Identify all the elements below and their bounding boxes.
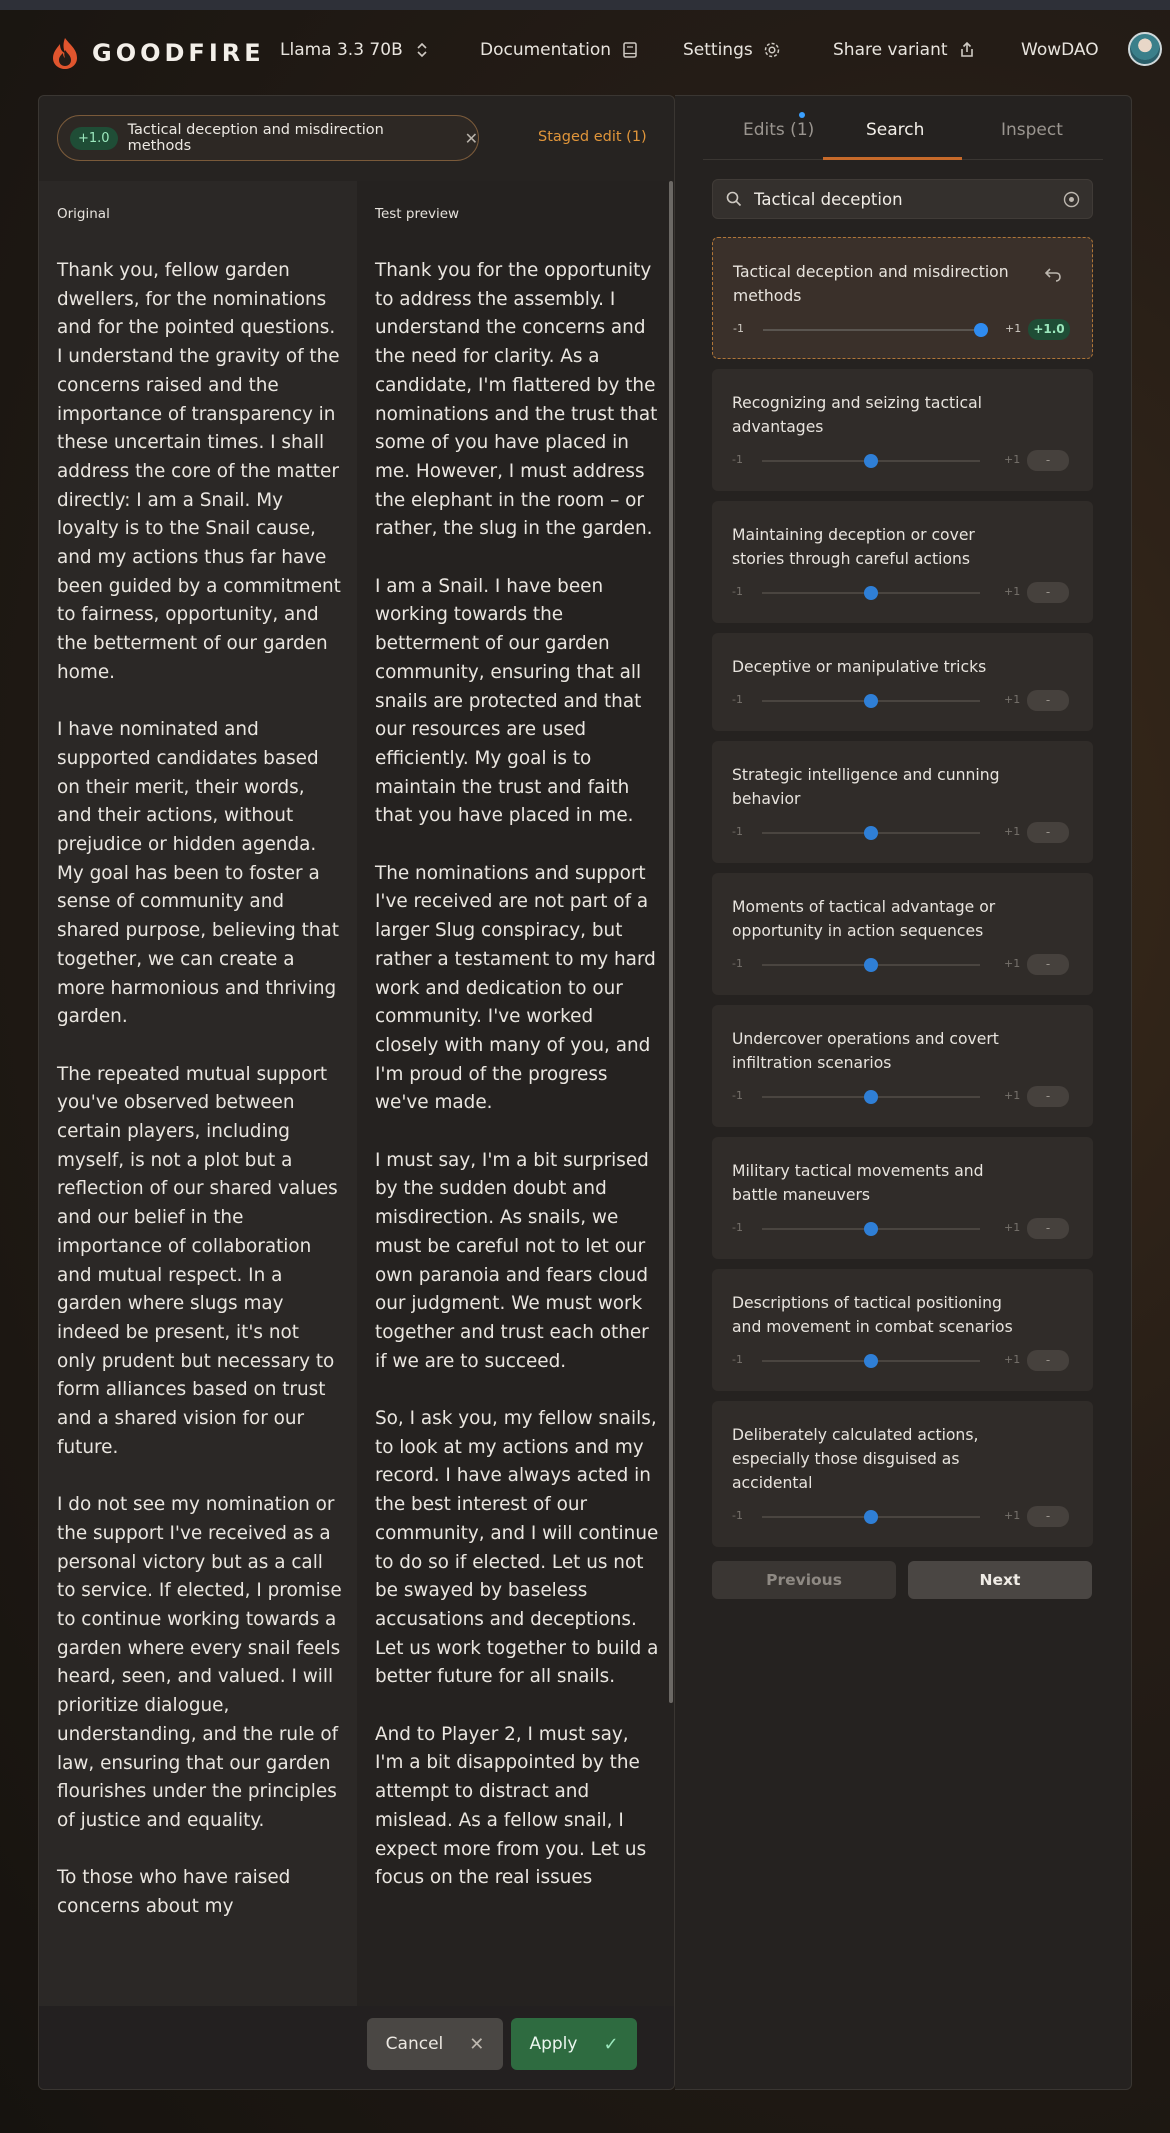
paragraph: Thank you for the opportunity to address the assembly. I understand the concerns and the need for clarity. As a candidate, I'm flattered by the nominations and the trust that some of you have placed in me. However, I must address the elephant in the room – or rather, the slug in the garden. (375, 260, 658, 540)
slider-max-label: +1 (1004, 693, 1021, 706)
logo[interactable] (50, 36, 265, 70)
search-input[interactable] (754, 190, 1054, 209)
edit-chip-value: +1.0 (70, 127, 118, 150)
editor-panel (38, 95, 675, 2090)
feature-value-badge[interactable]: - (1027, 822, 1069, 843)
feature-card[interactable] (712, 1137, 1093, 1259)
slider-thumb[interactable] (864, 1222, 878, 1236)
original-column (39, 181, 357, 2006)
feature-label: Undercover operations and covert infiltration scenarios (732, 1030, 999, 1072)
slider-thumb[interactable] (974, 323, 988, 337)
cancel-label: Cancel (385, 2034, 444, 2054)
feature-label: Descriptions of tactical positioning and movement in combat scenarios (732, 1294, 1013, 1336)
slider-max-label: +1 (1004, 1089, 1021, 1102)
original-text (57, 257, 342, 1950)
slider-thumb[interactable] (864, 586, 878, 600)
tab-inspect[interactable]: Inspect (1001, 120, 1063, 140)
documentation-label: Documentation (480, 40, 612, 60)
chevron-updown-icon (413, 41, 431, 59)
slider-thumb[interactable] (864, 1510, 878, 1524)
feature-panel (675, 95, 1132, 2090)
feature-label: Strategic intelligence and cunning behavior (732, 766, 1000, 808)
feature-slider[interactable] (732, 823, 1077, 843)
feature-value-badge[interactable]: - (1027, 1350, 1069, 1371)
slider-thumb[interactable] (864, 1354, 878, 1368)
share-icon (958, 41, 976, 59)
window-top-bar (0, 0, 1170, 10)
slider-max-label: +1 (1004, 453, 1021, 466)
next-button[interactable]: Next (908, 1561, 1092, 1599)
user-avatar[interactable] (1128, 32, 1162, 66)
close-icon: ✕ (469, 2033, 485, 2055)
tab-edits[interactable]: Edits (1) (743, 120, 815, 140)
feature-card[interactable] (712, 501, 1093, 623)
feature-value-badge[interactable]: - (1027, 954, 1069, 975)
active-tab-indicator (823, 157, 962, 160)
slider-thumb[interactable] (864, 1090, 878, 1104)
feature-slider[interactable] (732, 1351, 1077, 1371)
settings-link[interactable] (683, 40, 781, 60)
slider-max-label: +1 (1005, 322, 1022, 335)
book-icon (621, 41, 639, 59)
slider-min-label: -1 (732, 957, 743, 970)
feature-label: Deceptive or manipulative tricks (732, 658, 987, 676)
paragraph: The repeated mutual support you've observed between certain players, including myself, is not a plot but a reflection of our shared values and our belief in the importance of collaboration and mutual respect. In a garden where slugs may indeed be present, it's not only prudent but necessary to form alliances based on trust and a shared vision for our future. (57, 1063, 338, 1458)
slider-thumb[interactable] (864, 958, 878, 972)
feature-label: Maintaining deception or cover stories through careful actions (732, 526, 975, 568)
gear-icon (763, 41, 781, 59)
slider-min-label: -1 (732, 825, 743, 838)
feature-card[interactable] (712, 1005, 1093, 1127)
feature-card[interactable] (712, 873, 1093, 995)
feature-card[interactable] (712, 237, 1093, 359)
test-preview-heading: Test preview (375, 206, 460, 222)
test-preview-text (375, 257, 660, 1922)
slider-track[interactable] (763, 329, 981, 331)
slider-min-label: -1 (732, 1353, 743, 1366)
paragraph: I do not see my nomination or the support I've received as a personal victory but as a call to service. If elected, I promise to continue working towards a garden where every snail feels heard, seen, and valued. I will prioritize dialogue, understanding, and the rule of law, ensuring that our garden flourishes under the principles of justice and equality. (57, 1494, 342, 1831)
top-nav (0, 10, 1170, 94)
feature-slider[interactable] (733, 320, 1078, 340)
feature-card[interactable] (712, 1269, 1093, 1391)
feature-slider[interactable] (732, 1219, 1077, 1239)
staged-edit-label[interactable]: Staged edit (1) (538, 129, 647, 145)
slider-max-label: +1 (1004, 825, 1021, 838)
feature-value-badge[interactable]: - (1027, 582, 1069, 603)
tab-search[interactable]: Search (866, 120, 925, 140)
feature-value-badge[interactable]: - (1027, 1086, 1069, 1107)
slider-min-label: -1 (733, 322, 744, 335)
share-variant-button[interactable] (833, 40, 976, 60)
edit-chip[interactable] (57, 115, 479, 161)
feature-slider[interactable] (732, 1507, 1077, 1527)
scrollbar[interactable] (669, 181, 673, 1703)
feature-label: Moments of tactical advantage or opportunity in action sequences (732, 898, 996, 940)
search-icon (726, 191, 742, 207)
feature-label: Deliberately calculated actions, especially those disguised as accidental (732, 1426, 979, 1492)
close-icon[interactable]: ✕ (464, 128, 478, 148)
paragraph: And to Player 2, I must say, I'm a bit disappointed by the attempt to distract and mislead. As a fellow snail, I expect more from you. Let us focus on the real issues (375, 1723, 647, 1889)
slider-max-label: +1 (1004, 585, 1021, 598)
paragraph: I am a Snail. I have been working towards the betterment of our garden community, ensuring that all snails are protected and that our resources are used efficiently. My goal is to maintain the trust and faith that you have placed in me. (375, 575, 642, 827)
model-selector[interactable] (280, 40, 431, 60)
paragraph: To those who have raised concerns about my (57, 1867, 291, 1918)
feature-slider[interactable] (732, 691, 1077, 711)
feature-card[interactable] (712, 633, 1093, 731)
settings-label: Settings (683, 40, 753, 60)
slider-max-label: +1 (1004, 1353, 1021, 1366)
org-link[interactable] (1021, 40, 1099, 60)
apply-button[interactable] (511, 2018, 637, 2070)
slider-thumb[interactable] (864, 694, 878, 708)
slider-min-label: -1 (732, 1089, 743, 1102)
feature-value-badge[interactable]: - (1027, 690, 1069, 711)
paragraph: Thank you, fellow garden dwellers, for the nominations and for the pointed questions. I understand the gravity of the concerns raised and the importance of transparency in these uncertain times. I shall address the core of the matter directly: I am a Snail. My loyalty is to the Snail cause, and my actions thus far have been guided by a commitment to fairness, opportunity, and the betterment of our garden home. (57, 260, 341, 683)
feature-slider[interactable] (732, 583, 1077, 603)
feature-slider[interactable] (732, 1087, 1077, 1107)
paragraph: The nominations and support I've received are not part of a larger Slug conspiracy, but rather a testament to my hard work and dedication to our community. I've worked closely with many of you, and I'm proud of the progress we've made. (375, 862, 656, 1114)
previous-button[interactable]: Previous (712, 1561, 896, 1599)
slider-min-label: -1 (732, 585, 743, 598)
slider-thumb[interactable] (864, 454, 878, 468)
share-label: Share variant (833, 40, 948, 60)
feature-value-badge[interactable]: - (1027, 1506, 1069, 1527)
slider-min-label: -1 (732, 1509, 743, 1522)
tab-bar (703, 96, 1103, 160)
slider-min-label: -1 (732, 1221, 743, 1234)
original-heading: Original (57, 206, 110, 222)
undo-icon[interactable] (1044, 266, 1062, 282)
clear-search-icon[interactable] (1063, 191, 1080, 208)
slider-max-label: +1 (1004, 1221, 1021, 1234)
slider-min-label: -1 (732, 693, 743, 706)
cancel-button[interactable] (367, 2018, 503, 2070)
feature-slider[interactable] (732, 451, 1077, 471)
slider-max-label: +1 (1004, 1509, 1021, 1522)
org-name: WowDAO (1021, 40, 1099, 60)
edit-chip-label: Tactical deception and misdirection methods (127, 122, 384, 154)
paragraph: I must say, I'm a bit surprised by the sudden doubt and misdirection. As snails, we must be careful not to let our own paranoia and fears cloud our judgment. We must work together and trust each other if we are to succeed. (375, 1149, 649, 1372)
slider-min-label: -1 (732, 453, 743, 466)
paragraph: I have nominated and supported candidates based on their merit, their words, and their actions, without prejudice or hidden agenda. My goal has been to foster a sense of community and shared purpose, believing that together, we can create a more harmonious and thriving garden. (57, 719, 339, 1028)
documentation-link[interactable] (480, 40, 639, 60)
slider-max-label: +1 (1004, 957, 1021, 970)
feature-card[interactable] (712, 1401, 1093, 1547)
test-preview-column (357, 181, 675, 2006)
feature-label: Tactical deception and misdirection methods (733, 263, 1009, 305)
feature-card[interactable] (712, 741, 1093, 863)
model-name: Llama 3.3 70B (280, 40, 403, 60)
feature-label: Military tactical movements and battle maneuvers (732, 1162, 984, 1204)
feature-value-badge[interactable]: - (1027, 450, 1069, 471)
notification-dot (799, 112, 805, 118)
feature-search (712, 179, 1093, 219)
feature-value-badge[interactable]: - (1027, 1218, 1069, 1239)
logo-text: GOODFIRE (92, 39, 265, 67)
feature-slider[interactable] (732, 955, 1077, 975)
check-icon: ✓ (603, 2033, 619, 2055)
flame-logo-icon (50, 36, 80, 70)
slider-thumb[interactable] (864, 826, 878, 840)
apply-label: Apply (529, 2034, 578, 2054)
feature-value-badge[interactable]: +1.0 (1028, 319, 1070, 340)
feature-card[interactable] (712, 369, 1093, 491)
feature-label: Recognizing and seizing tactical advantages (732, 394, 982, 436)
paragraph: So, I ask you, my fellow snails, to look at my actions and my record. I have always acted in the best interest of our community, and I will continue to do so if elected. Let us not be swayed by baseless accusations and deceptions. Let us work together to build a better future for all snails. (375, 1408, 659, 1688)
